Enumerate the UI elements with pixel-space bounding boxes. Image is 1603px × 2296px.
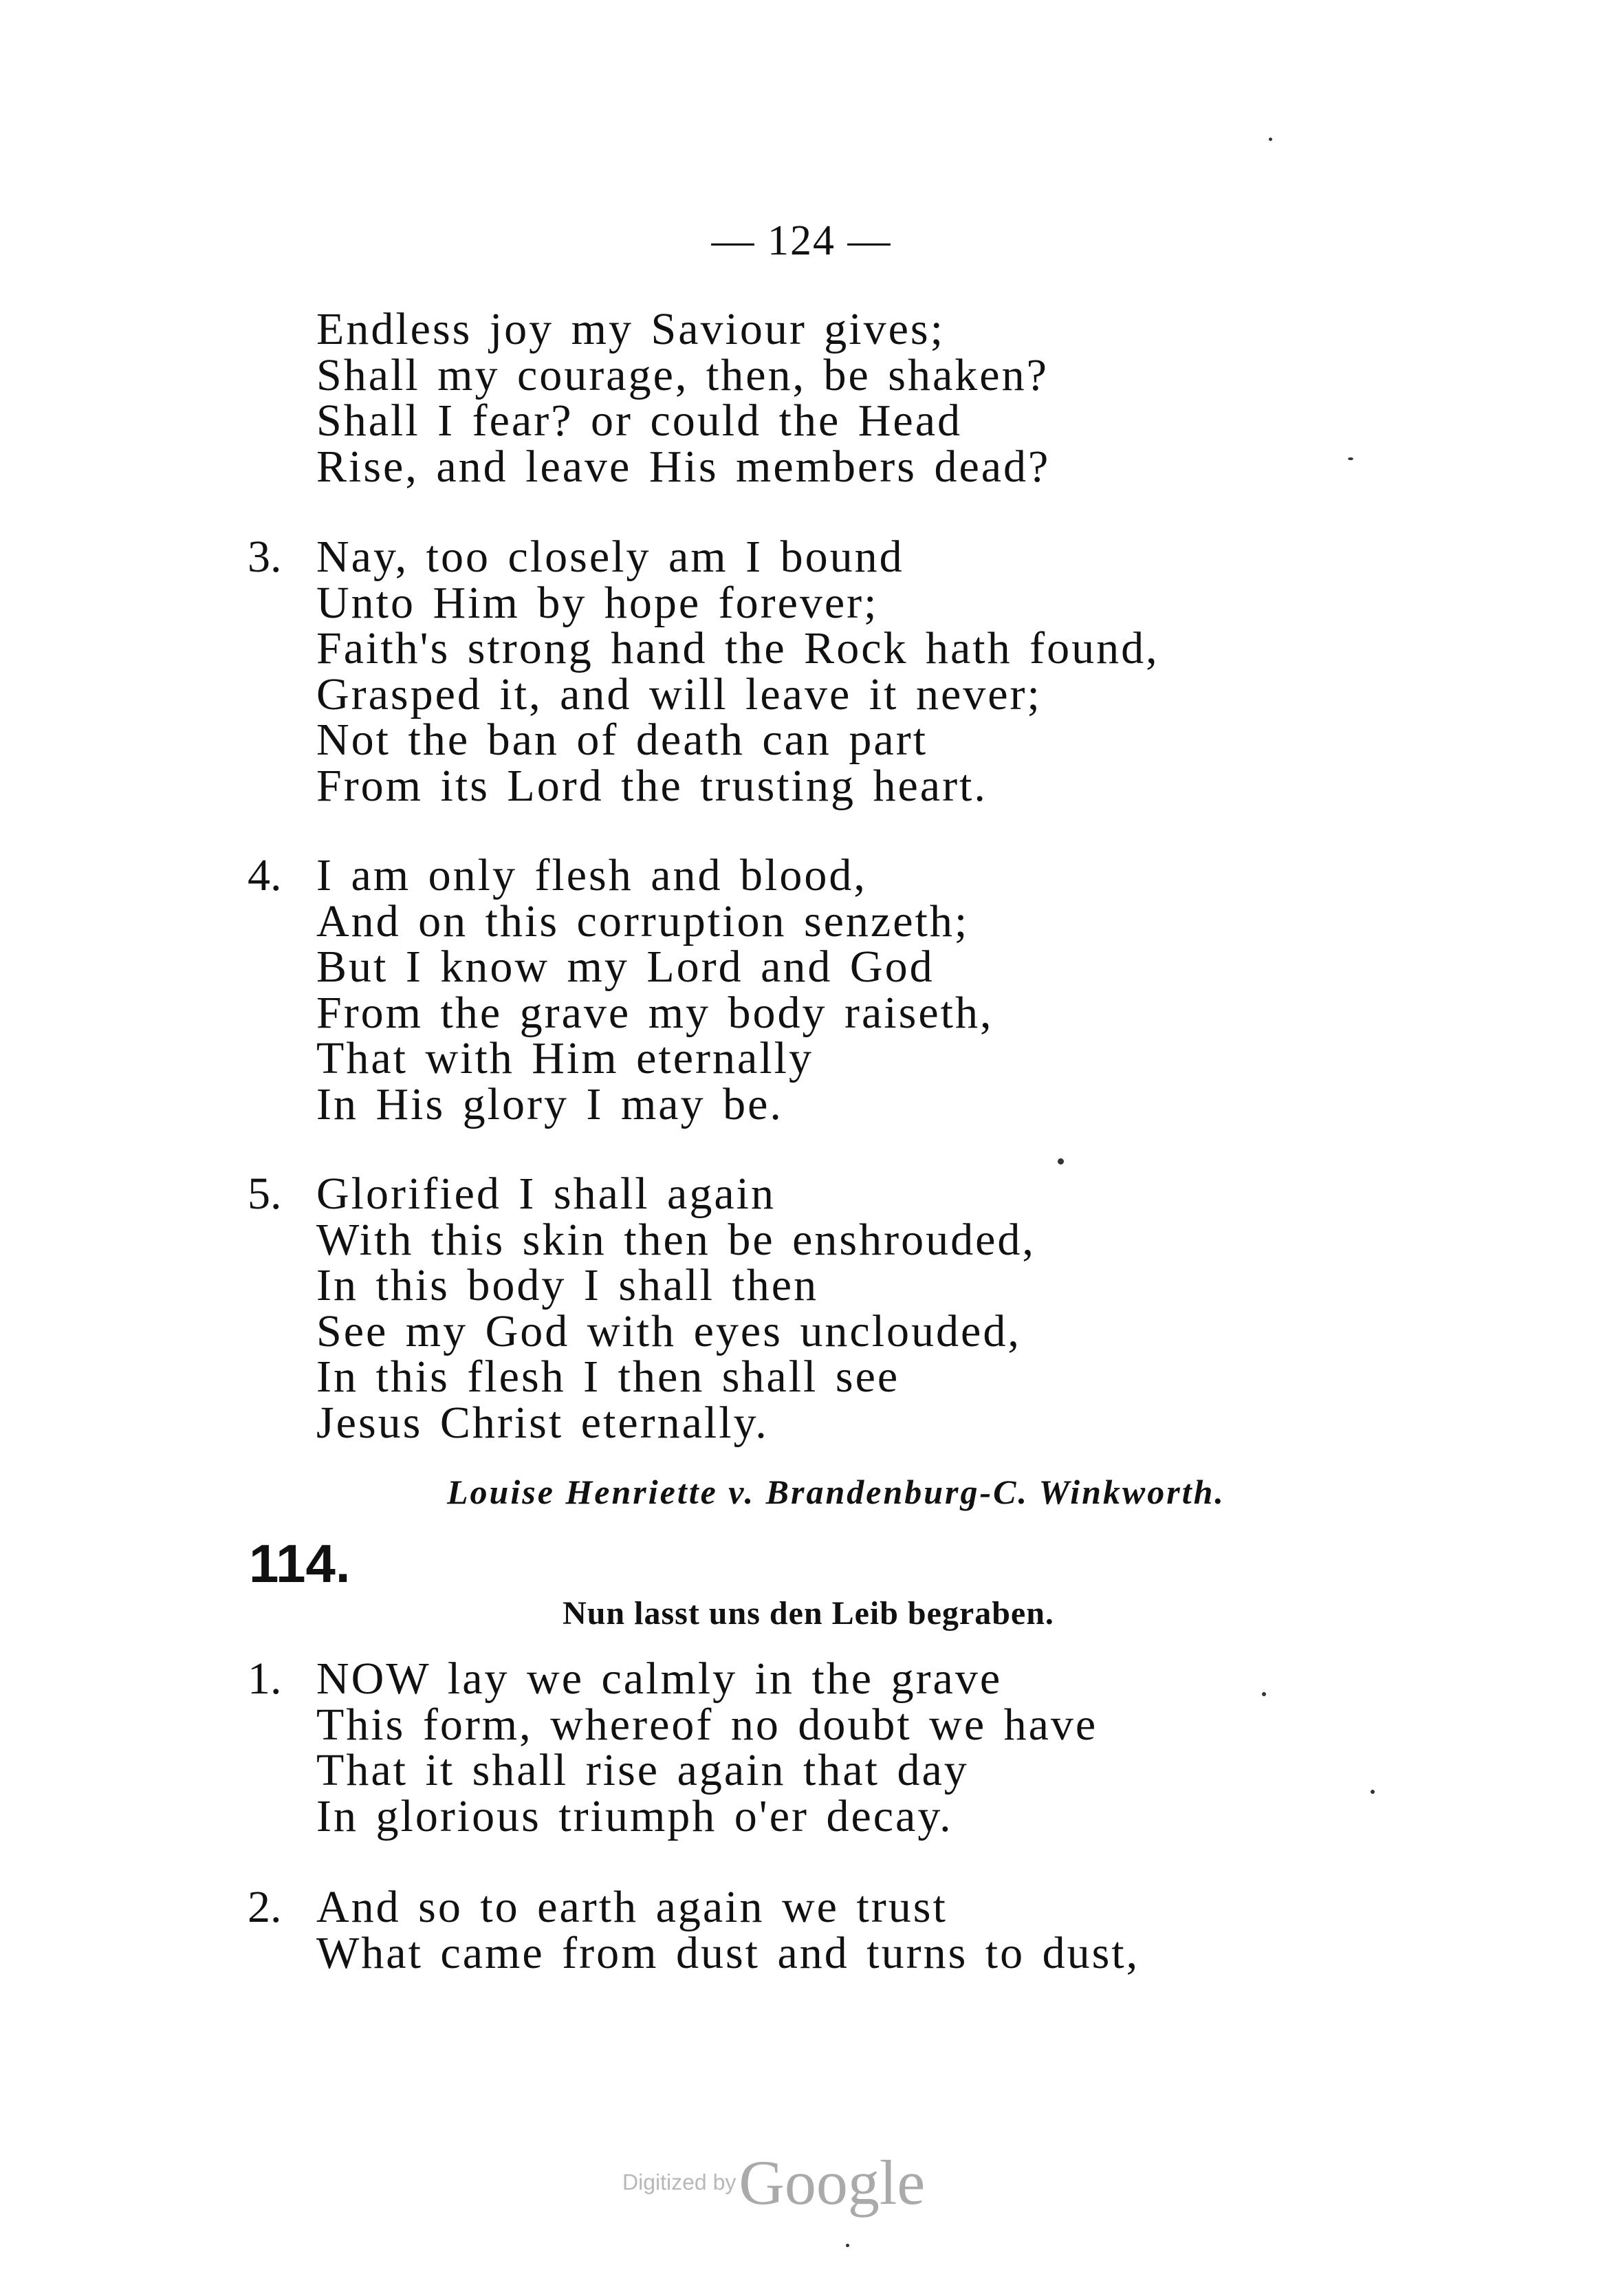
hymn-attribution: Louise Henriette v. Brandenburg-C. Winkworth. [447, 1473, 1225, 1511]
verse-line: NOW lay we calmly in the grave [316, 1654, 1003, 1704]
scan-speck [846, 2244, 849, 2247]
verse-line: This form, whereof no doubt we have [316, 1699, 1098, 1750]
stanza-lines [316, 1656, 1098, 1839]
verse-line: What came from dust and turns to dust, [316, 1927, 1140, 1978]
verse-line: And so to earth again we trust [316, 1882, 948, 1932]
verse-line: That it shall rise again that day [316, 1745, 969, 1795]
watermark-prefix: Digitized by [622, 2169, 737, 2195]
scan-speck [1371, 1790, 1375, 1794]
scan-speck [1262, 1692, 1266, 1696]
stanza-number: 1. [248, 1654, 282, 1704]
verse-line: In glorious triumph o'er decay. [316, 1790, 953, 1841]
verse-line: Shall my courage, then, be shaken? [316, 349, 1049, 400]
verse-line: Unto Him by hope forever; [316, 577, 879, 628]
verse-line: In this body I shall then [316, 1260, 819, 1310]
verse-line: That with Him eternally [316, 1033, 814, 1083]
stanza-number: 5. [248, 1169, 282, 1219]
verse-line: With this skin then be enshrouded, [316, 1214, 1036, 1265]
page-number: — 124 — [711, 217, 892, 264]
scan-speck [1348, 457, 1353, 460]
verse-line: Glorified I shall again [316, 1169, 776, 1219]
verse-line: Not the ban of death can part [316, 715, 928, 765]
verse-line: Endless joy my Saviour gives; [316, 304, 945, 354]
stanza-lines [316, 1882, 1140, 1978]
verse-line: In this flesh I then shall see [316, 1352, 900, 1402]
stanza-lines [316, 850, 994, 1129]
verse-line: Rise, and leave His members dead? [316, 441, 1051, 492]
verse-line: In His glory I may be. [316, 1079, 783, 1129]
verse-line: Nay, too closely am I bound [316, 532, 904, 582]
verse-line: But I know my Lord and God [316, 942, 935, 992]
stanza-number: 4. [248, 850, 282, 900]
verse-line: I am only flesh and blood, [316, 850, 867, 900]
scan-speck [1058, 1158, 1064, 1165]
verse-line: From the grave my body raiseth, [316, 987, 994, 1038]
verse-line: Faith's strong hand the Rock hath found, [316, 623, 1159, 673]
stanza-lines [316, 534, 1159, 809]
digitized-watermark [622, 2146, 925, 2219]
stanza-lines [316, 304, 1051, 492]
verse-line: Grasped it, and will leave it never; [316, 669, 1042, 719]
verse-line: From its Lord the trusting heart. [316, 760, 988, 811]
google-logo: Google [739, 2147, 926, 2218]
tune-title: Nun lasst uns den Leib begraben. [563, 1595, 1054, 1632]
hymn-number: 114. [249, 1533, 351, 1594]
verse-line: See my God with eyes unclouded, [316, 1306, 1021, 1356]
scan-speck [1269, 138, 1272, 141]
verse-line: Jesus Christ eternally. [316, 1397, 769, 1448]
verse-line: And on this corruption senzeth; [316, 896, 970, 946]
stanza-number: 2. [248, 1882, 282, 1932]
verse-line: Shall I fear? or could the Head [316, 396, 962, 446]
stanza-number: 3. [248, 532, 282, 582]
stanza-lines [316, 1171, 1036, 1446]
